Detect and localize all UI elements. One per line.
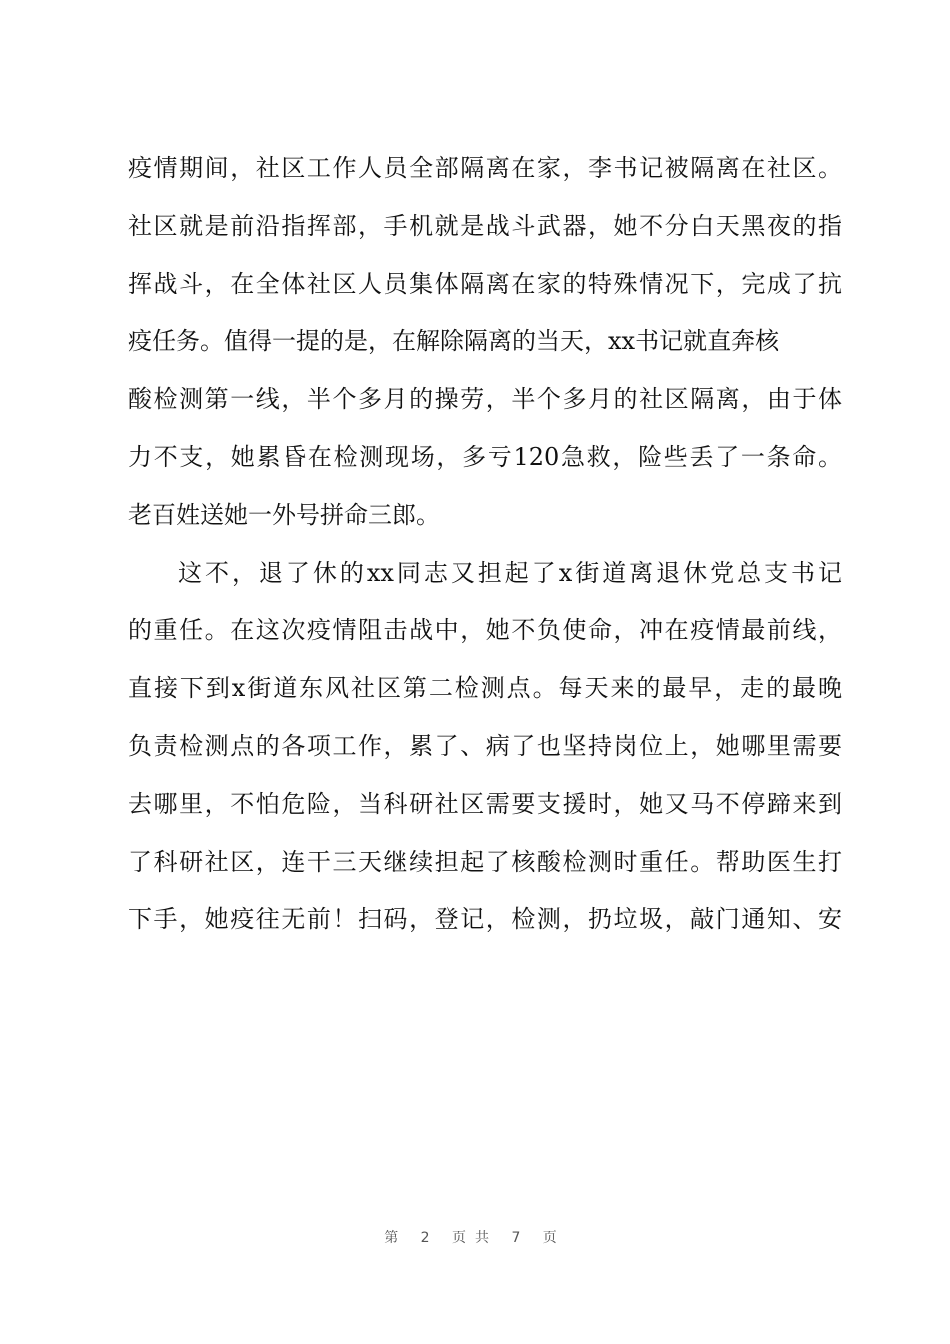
text-line: 力不支，她累昏在检测现场，多亏120急救，险些丢了一条命。 <box>128 442 842 471</box>
text-line: 了科研社区，连干三天继续担起了核酸检测时重任。帮助医生打 <box>128 847 842 876</box>
text-line: 挥战斗，在全体社区人员集体隔离在家的特殊情况下，完成了抗 <box>128 269 842 298</box>
page-number-footer: 第 2 页共 7 页 <box>384 1230 566 1246</box>
text-line: 负责检测点的各项工作，累了、病了也坚持岗位上，她哪里需要 <box>128 731 842 760</box>
paragraph-end-line: 老百姓送她一外号拼命三郎。 <box>128 500 440 529</box>
paragraph-start-line: 这不，退了休的xx同志又担起了x街道离退休党总支书记 <box>178 558 842 587</box>
text-line: 的重任。在这次疫情阻击战中，她不负使命，冲在疫情最前线， <box>128 616 842 645</box>
text-line: 下手，她疫往无前！扫码，登记，检测，扔垃圾，敲门通知、安 <box>128 905 842 934</box>
text-line: 疫情期间，社区工作人员全部隔离在家，李书记被隔离在社区。 <box>128 154 842 182</box>
body-text <box>128 140 842 949</box>
text-line: 疫任务。值得一提的是，在解除隔离的当天，xx书记就直奔核 <box>128 327 780 356</box>
text-line: 酸检测第一线，半个多月的操劳，半个多月的社区隔离，由于体 <box>128 385 842 414</box>
text-line: 直接下到x街道东风社区第二检测点。每天来的最早，走的最晚 <box>128 674 842 703</box>
text-line: 去哪里，不怕危险，当科研社区需要支援时，她又马不停蹄来到 <box>128 789 842 818</box>
text-line: 社区就是前沿指挥部，手机就是战斗武器，她不分白天黑夜的指 <box>128 211 842 240</box>
